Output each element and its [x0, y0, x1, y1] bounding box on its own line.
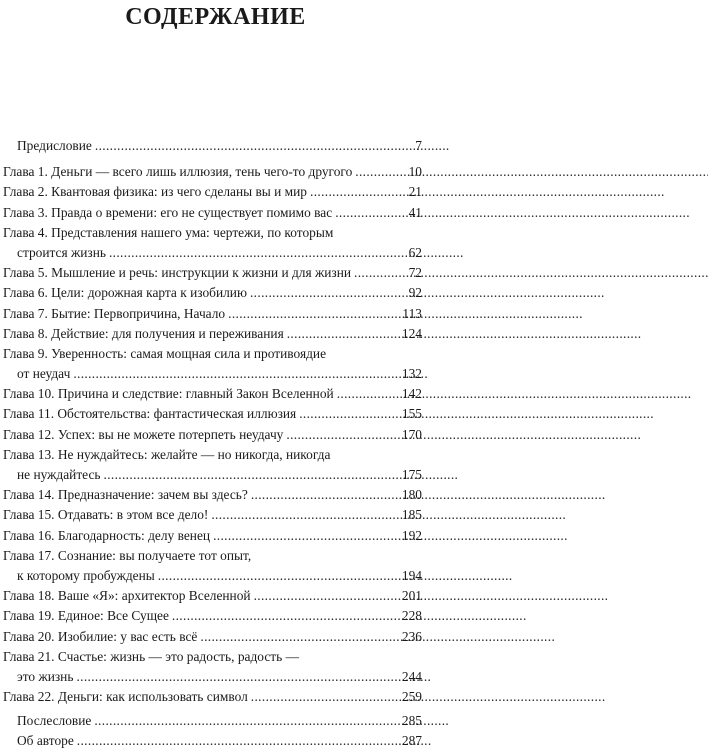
toc-entry-title: Глава 17. Сознание: вы получаете тот опыт, — [3, 547, 252, 563]
toc-page-number: 285 — [401, 713, 422, 729]
toc-leader-dots — [254, 586, 399, 606]
toc-entry-title: Глава 13. Не нуждайтесь: желайте — но никогда, никогда — [3, 446, 331, 462]
toc-entry[interactable] — [3, 485, 422, 505]
toc-entry-title: Глава 15. Отдавать: в этом все дело! — [3, 507, 209, 523]
toc-leader-dots — [104, 465, 399, 485]
toc-entry[interactable] — [3, 324, 422, 344]
toc-entry-continuation: строится жизнь — [17, 244, 106, 260]
toc-entry-title: Глава 19. Единое: Все Сущее — [3, 608, 169, 624]
toc-page-number: 62 — [408, 244, 422, 260]
toc-entry[interactable] — [3, 606, 422, 626]
toc-entry[interactable] — [3, 731, 422, 751]
toc-entry-title: Глава 9. Уверенность: самая мощная сила и противоядие — [3, 345, 327, 361]
toc-entry-continuation: от неудач — [17, 366, 71, 382]
toc-entry[interactable] — [3, 711, 422, 731]
toc-leader-dots — [299, 404, 399, 424]
toc-leader-dots — [200, 627, 399, 647]
toc-entry-title: Глава 6. Цели: дорожная карта к изобилию — [3, 285, 247, 301]
toc-page-number: 142 — [401, 386, 422, 402]
toc-entry[interactable] — [3, 425, 422, 445]
toc-page-number: 175 — [401, 467, 422, 482]
toc-page-number: 113 — [402, 305, 422, 321]
toc-entry-title: Глава 2. Квантовая физика: из чего сделаны вы и мир — [3, 184, 307, 200]
toc-entry-title: Глава 22. Деньги: как использовать символ — [3, 689, 248, 705]
page-title: СОДЕРЖАНИЕ — [125, 4, 306, 30]
toc-page-number: 259 — [401, 689, 422, 705]
toc-entry[interactable] — [3, 304, 422, 324]
toc-entry[interactable] — [3, 136, 422, 156]
toc-entry[interactable] — [3, 465, 422, 485]
toc-leader-dots — [251, 687, 399, 707]
toc-entry[interactable] — [3, 182, 422, 202]
toc-page-number: 180 — [401, 487, 422, 503]
toc-page-number: 10 — [408, 164, 422, 180]
toc-page-number: 124 — [401, 325, 422, 341]
toc-entry-title: Глава 18. Ваше «Я»: архитектор Вселенной — [3, 588, 251, 604]
toc-leader-dots — [213, 526, 399, 546]
toc-leader-dots — [228, 304, 399, 324]
toc-page-number: 132 — [401, 366, 422, 382]
toc-leader-dots — [95, 136, 401, 156]
toc-entry-title: Глава 4. Представления нашего ума: чертежи, по которым — [3, 224, 334, 240]
toc-entry-title: Глава 7. Бытие: Первопричина, Начало — [3, 305, 226, 321]
toc-page-number: 244 — [401, 668, 422, 684]
toc-leader-dots — [337, 384, 399, 404]
toc-entry-title: Глава 10. Причина и следствие: главный Закон Вселенной — [3, 386, 334, 402]
toc-leader-dots — [76, 667, 398, 687]
toc-entry[interactable] — [3, 404, 422, 424]
toc-entry-title: Глава 1. Деньги — всего лишь иллюзия, тень чего-то другого — [3, 164, 353, 180]
toc-entry[interactable] — [3, 687, 422, 707]
toc-leader-dots — [250, 283, 401, 303]
toc-leader-dots — [77, 731, 399, 751]
toc-entry-title: Глава 5. Мышление и речь: инструкции к жизни и для жизни — [3, 265, 352, 281]
toc-page-number: 92 — [408, 285, 422, 301]
toc-entry-title: Глава 14. Предназначение: зачем вы здесь? — [3, 487, 248, 503]
toc-page-number: 155 — [401, 406, 422, 422]
toc-leader-dots — [335, 203, 401, 223]
toc-entry[interactable] — [3, 263, 422, 283]
toc-leader-dots — [286, 425, 399, 445]
table-of-contents — [3, 136, 422, 752]
toc-entry[interactable] — [3, 505, 422, 525]
toc-entry-title: Глава 3. Правда о времени: его не существует помимо вас — [3, 204, 333, 220]
toc-page-number: 72 — [408, 265, 422, 281]
toc-entry-title: Предисловие — [17, 138, 92, 153]
toc-entry[interactable] — [3, 667, 422, 687]
toc-page-number: 287 — [401, 733, 422, 749]
toc-leader-dots — [310, 182, 401, 202]
toc-leader-dots — [172, 606, 399, 626]
toc-entry-title: Глава 12. Успех: вы не можете потерпеть неудачу — [3, 426, 284, 442]
toc-page-number: 228 — [401, 608, 422, 624]
toc-page-number: 21 — [408, 184, 422, 200]
toc-entry-continuation: это жизнь — [17, 668, 74, 684]
toc-entry-title: Глава 20. Изобилие: у вас есть всё — [3, 628, 198, 644]
toc-leader-dots — [251, 485, 399, 505]
toc-leader-dots — [354, 263, 401, 283]
toc-leader-dots — [211, 505, 399, 525]
toc-page-number: 170 — [401, 426, 422, 442]
toc-entry-title: Глава 21. Счастье: жизнь — это радость, радость — — [3, 648, 299, 664]
toc-page-number: 201 — [401, 588, 422, 604]
toc-entry-title: Глава 16. Благодарность: делу венец — [3, 527, 211, 543]
toc-leader-dots — [94, 711, 399, 731]
toc-leader-dots — [158, 566, 399, 586]
toc-page-number: 236 — [401, 628, 422, 644]
toc-entry[interactable] — [3, 162, 422, 182]
toc-entry[interactable] — [3, 384, 422, 404]
toc-leader-dots — [73, 364, 399, 384]
toc-entry[interactable] — [3, 243, 422, 263]
toc-entry-title: Послесловие — [17, 713, 92, 729]
toc-leader-dots — [355, 162, 401, 182]
toc-page-number: 192 — [401, 527, 422, 543]
toc-entry-title: Об авторе — [17, 733, 74, 749]
toc-entry[interactable] — [3, 586, 422, 606]
toc-entry-continuation: не нуждайтесь — [17, 467, 101, 482]
toc-entry[interactable] — [3, 627, 422, 647]
toc-page-number: 185 — [401, 507, 422, 523]
toc-entry-continuation: к которому пробуждены — [17, 567, 155, 583]
toc-entry-title: Глава 11. Обстоятельства: фантастическая иллюзия — [3, 406, 297, 422]
toc-leader-dots — [109, 243, 401, 263]
toc-leader-dots — [287, 324, 399, 344]
toc-entry[interactable] — [3, 203, 422, 223]
toc-entry[interactable] — [3, 283, 422, 303]
toc-entry[interactable] — [3, 526, 422, 546]
toc-page-number: 194 — [401, 567, 422, 583]
toc-entry[interactable] — [3, 566, 422, 586]
toc-page-number: 41 — [408, 204, 422, 220]
toc-entry-title: Глава 8. Действие: для получения и переживания — [3, 325, 284, 341]
toc-entry[interactable] — [3, 364, 422, 384]
toc-page-number: 7 — [415, 138, 422, 153]
